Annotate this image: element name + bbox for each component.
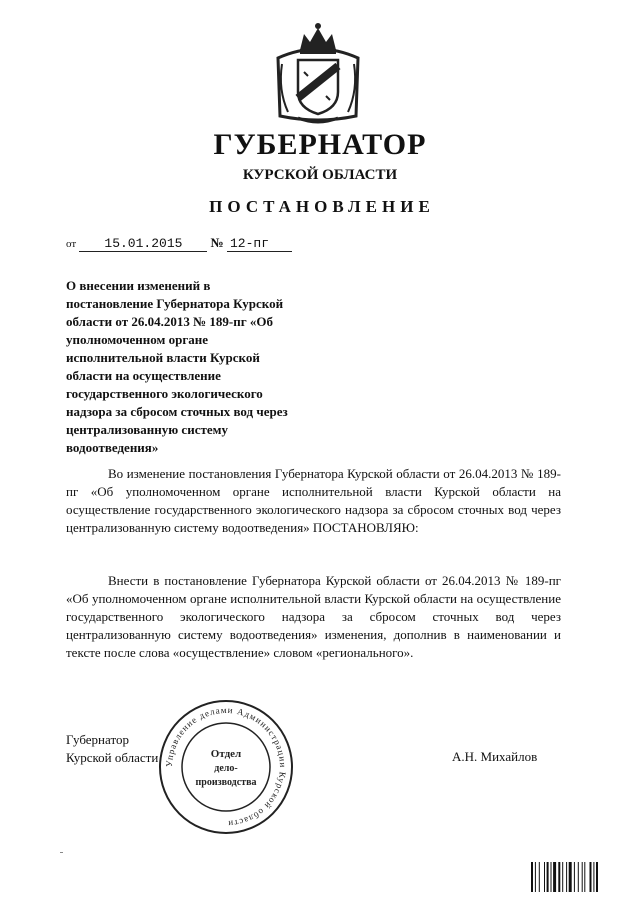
number-value: 12-пг <box>227 236 292 252</box>
svg-text:дело-: дело- <box>214 763 238 774</box>
document-type: ПОСТАНОВЛЕНИЕ <box>209 197 435 216</box>
signatory-position: Губернатор Курской области <box>66 732 159 765</box>
document-heading: О внесении изменений в постановление Губернатора Курской области от 26.04.2013 № 189-пг «Об уполномоченном органе исполнительной власти Курской области на осуществление государственного экологического надзора за сбросом сточных вод через централизованную систему водоотведения» <box>66 278 288 455</box>
scan-speck <box>60 852 63 853</box>
number-label: № <box>210 235 224 250</box>
region-name: КУРСКОЙ ОБЛАСТИ <box>242 167 398 183</box>
signatory-name: А.Н. Михайлов <box>452 749 538 764</box>
svg-text:производства: производства <box>195 777 257 788</box>
barcode-icon <box>531 862 621 892</box>
page-title: ГУБЕРНАТОР <box>213 128 427 161</box>
date-label: от <box>66 238 77 250</box>
date-number-line <box>66 235 292 252</box>
svg-text:Управление делами Администраци: Управление делами Администрации Курской области <box>163 704 289 830</box>
coat-of-arms-icon <box>268 20 368 128</box>
body-paragraph-2: Внести в постановление Губернатора Курской области от 26.04.2013 № 189-пг «Об уполномоченном органе исполнительной власти Курской области на осуществление государственного экологического надзора за сбросом сточных вод через централизованную систему водоотведения» изменения, дополнив в наименовании и тексте после слова «осуществление» словом «регионального». <box>66 573 561 660</box>
svg-text:Отдел: Отдел <box>210 748 242 760</box>
official-stamp <box>156 697 296 837</box>
body-paragraph-1: Во изменение постановления Губернатора Курской области от 26.04.2013 № 189-пг «Об уполномоченном органе исполнительной власти Курской области на осуществление государственного экологического надзора за сбросом сточных вод через централизованную систему водоотведения» ПОСТАНОВЛЯЮ: <box>66 466 561 535</box>
date-value: 15.01.2015 <box>79 236 207 252</box>
